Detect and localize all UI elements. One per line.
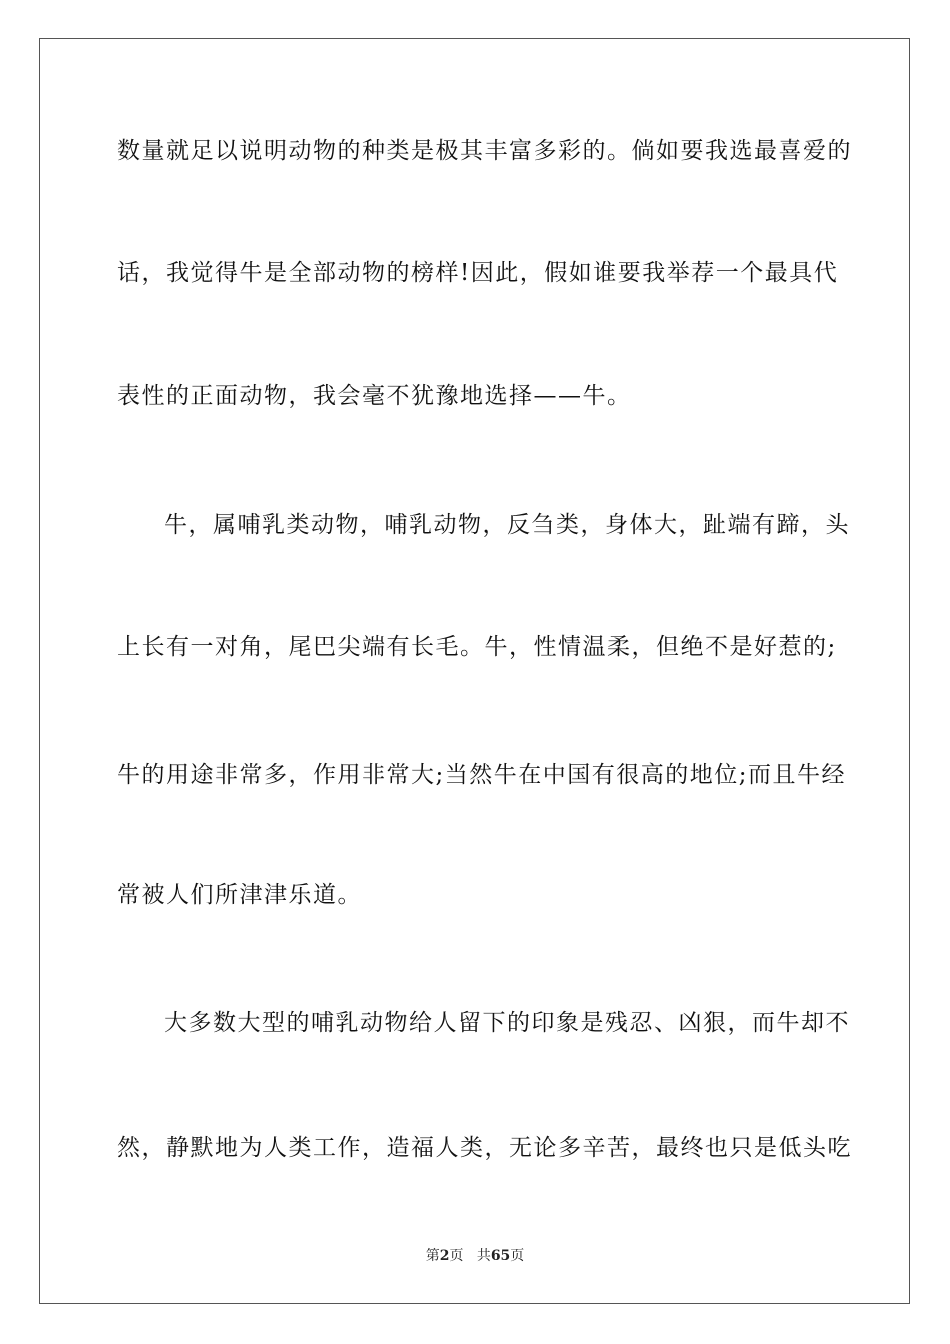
body-line-6: 牛的用途非常多，作用非常大;当然牛在中国有很高的地位;而且牛经 [117,762,846,788]
footer-page-prefix: 第 [425,1248,440,1264]
body-line-1: 数量就足以说明动物的种类是极其丰富多彩的。倘如要我选最喜爱的 [117,138,852,164]
body-line-4: 牛，属哺乳类动物，哺乳动物，反刍类，身体大，趾端有蹄，头 [164,512,850,538]
footer-page-number: 2 [439,1248,450,1264]
body-line-5: 上长有一对角，尾巴尖端有长毛。牛，性情温柔，但绝不是好惹的; [117,634,837,660]
footer-total-suffix: 页 [510,1248,525,1264]
page-footer [0,1247,950,1265]
body-line-2: 话，我觉得牛是全部动物的榜样!因此，假如谁要我举荐一个最具代 [117,260,839,286]
body-line-9: 然，静默地为人类工作，造福人类，无论多辛苦，最终也只是低头吃 [117,1135,852,1161]
body-line-3: 表性的正面动物，我会毫不犹豫地选择——牛。 [117,383,632,409]
footer-total-pages: 65 [490,1248,511,1264]
body-line-8: 大多数大型的哺乳动物给人留下的印象是残忍、凶狠，而牛却不 [164,1010,850,1036]
footer-page-suffix: 页 [449,1248,464,1264]
footer-total-prefix: 共 [476,1248,491,1264]
body-line-7: 常被人们所津津乐道。 [117,882,362,908]
page-border [39,38,910,1304]
